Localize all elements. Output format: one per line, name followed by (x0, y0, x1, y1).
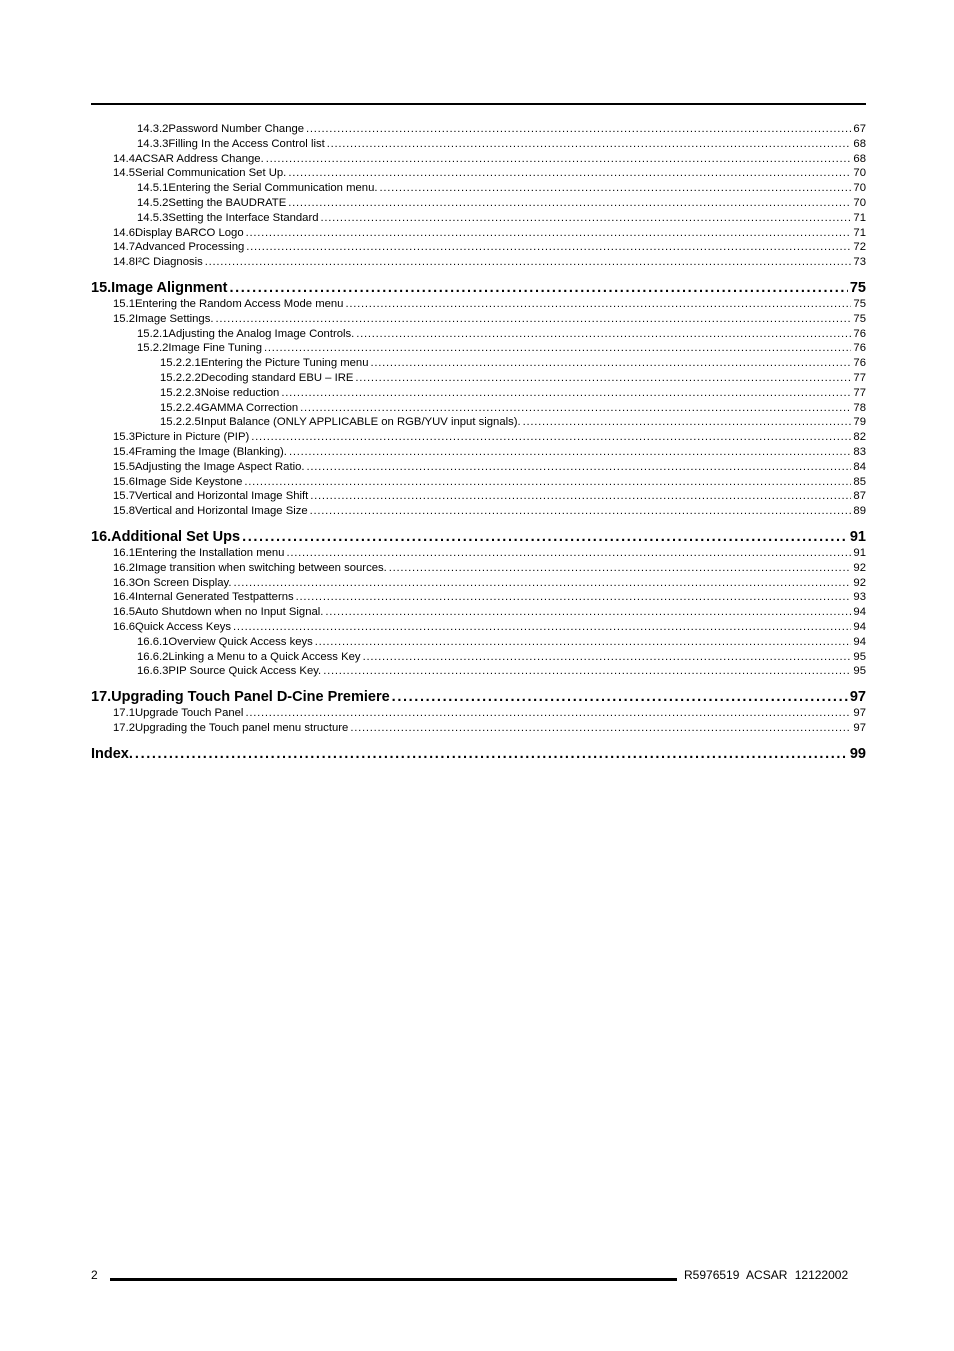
toc-entry[interactable] (91, 181, 866, 196)
toc-dot-leader (288, 196, 851, 211)
toc-entry-title: 16.5Auto Shutdown when no Input Signal. (113, 606, 324, 619)
toc-entry-title: 15.1Entering the Random Access Mode menu (113, 297, 344, 310)
toc-dot-leader (325, 605, 851, 620)
toc-entry[interactable] (91, 415, 866, 430)
footer-document-ref: R5976519 ACSAR 12122002 (684, 1268, 849, 1282)
toc-entry-title: 16.6.3PIP Source Quick Access Key. (137, 665, 322, 678)
toc-dot-leader (288, 166, 851, 181)
toc-entry-page: 87 (853, 490, 866, 503)
toc-entry-title: 17.1Upgrade Touch Panel (113, 707, 244, 720)
toc-entry-title: 16.Additional Set Ups (91, 528, 241, 545)
toc-dot-leader (281, 386, 851, 401)
toc-entry-page: 79 (853, 416, 866, 429)
toc-dot-leader (392, 688, 848, 706)
toc-dot-leader (307, 460, 852, 475)
toc-entry-page: 97 (853, 707, 866, 720)
toc-entry[interactable] (91, 226, 866, 241)
toc-dot-leader (233, 576, 851, 591)
toc-entry[interactable] (91, 504, 866, 519)
toc-entry-title: 14.3.3Filling In the Access Control list (137, 137, 325, 150)
toc-entry[interactable] (91, 430, 866, 445)
toc-entry-title: 15.6Image Side Keystone (113, 475, 243, 488)
toc-entry-title: 16.6.1Overview Quick Access keys (137, 635, 313, 648)
toc-entry-page: 68 (853, 152, 866, 165)
toc-dot-leader (323, 664, 851, 679)
toc-entry-title: 15.2.2.4GAMMA Correction (160, 401, 299, 414)
toc-entry-title: 15.2.2.3Noise reduction (160, 386, 280, 399)
toc-entry-page: 77 (853, 386, 866, 399)
toc-dot-leader (245, 706, 851, 721)
toc-entry[interactable] (91, 122, 866, 137)
toc-entry[interactable] (91, 386, 866, 401)
toc-dot-leader (246, 226, 852, 241)
toc-entry-page: 76 (853, 342, 866, 355)
toc-entry-page: 71 (853, 211, 866, 224)
toc-entry-title: 15.2.2.1Entering the Picture Tuning menu (160, 357, 369, 370)
toc-entry[interactable] (91, 211, 866, 226)
toc-entry[interactable] (91, 721, 866, 736)
toc-entry[interactable] (91, 371, 866, 386)
toc-entry[interactable] (91, 620, 866, 635)
toc-entry-page: 91 (849, 528, 866, 545)
toc-dot-leader (251, 430, 851, 445)
toc-entry-page: 71 (853, 226, 866, 239)
toc-chapter-entry[interactable] (91, 745, 866, 763)
toc-entry-title: Index. (91, 745, 133, 762)
toc-entry-page: 70 (853, 182, 866, 195)
toc-entry-title: 16.6.2Linking a Menu to a Quick Access Key (137, 650, 361, 663)
toc-entry[interactable] (91, 460, 866, 475)
toc-entry[interactable] (91, 650, 866, 665)
toc-entry-title: 14.6Display BARCO Logo (113, 226, 244, 239)
toc-dot-leader (215, 312, 851, 327)
footer-rule (110, 1278, 677, 1281)
toc-dot-leader (306, 122, 851, 137)
toc-entry-title: 15.Image Alignment (91, 279, 228, 296)
toc-dot-leader (371, 356, 852, 371)
toc-dot-leader (296, 590, 852, 605)
toc-entry[interactable] (91, 341, 866, 356)
toc-entry[interactable] (91, 401, 866, 416)
toc-entry-page: 95 (853, 665, 866, 678)
toc-entry-title: 16.4Internal Generated Testpatterns (113, 591, 294, 604)
toc-entry-title: 16.1Entering the Installation menu (113, 546, 285, 559)
toc-entry[interactable] (91, 240, 866, 255)
toc-entry[interactable] (91, 152, 866, 167)
toc-dot-leader (327, 137, 852, 152)
toc-entry-page: 94 (853, 620, 866, 633)
toc-dot-leader (389, 561, 852, 576)
toc-entry-page: 75 (853, 297, 866, 310)
toc-entry[interactable] (91, 445, 866, 460)
toc-entry-page: 89 (853, 505, 866, 518)
toc-entry[interactable] (91, 356, 866, 371)
toc-entry-page: 70 (853, 196, 866, 209)
toc-entry-title: 15.2.2Image Fine Tuning (137, 342, 262, 355)
toc-dot-leader (310, 504, 852, 519)
toc-entry-page: 67 (853, 123, 866, 135)
toc-entry-title: 15.8Vertical and Horizontal Image Size (113, 505, 308, 518)
toc-entry[interactable] (91, 166, 866, 181)
toc-entry-page: 84 (853, 460, 866, 473)
toc-entry[interactable] (91, 664, 866, 679)
toc-entry-title: 14.4ACSAR Address Change. (113, 152, 264, 165)
toc-entry-page: 82 (853, 431, 866, 444)
toc-entry-page: 75 (853, 312, 866, 325)
toc-entry-page: 97 (853, 721, 866, 734)
toc-dot-leader (321, 211, 852, 226)
header-rule (91, 103, 866, 105)
toc-chapter-entry[interactable] (91, 279, 866, 297)
toc-entry-page: 73 (853, 256, 866, 269)
table-of-contents (91, 122, 866, 763)
toc-entry-page: 95 (853, 650, 866, 663)
toc-entry-title: 14.7Advanced Processing (113, 241, 245, 254)
toc-entry[interactable] (91, 590, 866, 605)
toc-dot-leader (242, 528, 848, 546)
toc-dot-leader (244, 475, 851, 490)
toc-entry-page: 94 (853, 635, 866, 648)
toc-dot-leader (345, 297, 851, 312)
toc-entry-page: 70 (853, 167, 866, 180)
toc-entry-page: 72 (853, 241, 866, 254)
toc-entry[interactable] (91, 706, 866, 721)
toc-entry-page: 68 (853, 137, 866, 150)
toc-dot-leader (523, 415, 852, 430)
toc-entry-page: 92 (853, 576, 866, 589)
toc-entry-title: 14.5.2Setting the BAUDRATE (137, 196, 287, 209)
toc-entry-page: 78 (853, 401, 866, 414)
toc-entry[interactable] (91, 297, 866, 312)
toc-entry-title: 15.2.2.2Decoding standard EBU – IRE (160, 371, 354, 384)
toc-dot-leader (135, 745, 848, 763)
toc-entry-title: 15.4Framing the Image (Blanking). (113, 445, 287, 458)
toc-dot-leader (380, 181, 852, 196)
toc-entry[interactable] (91, 546, 866, 561)
toc-entry-title: 17.2Upgrading the Touch panel menu structure (113, 721, 349, 734)
toc-entry-page: 93 (853, 591, 866, 604)
toc-dot-leader (363, 650, 852, 665)
toc-entry-page: 92 (853, 561, 866, 574)
toc-entry-title: 16.6Quick Access Keys (113, 620, 232, 633)
footer-page-number: 2 (91, 1268, 98, 1282)
toc-dot-leader (233, 620, 851, 635)
toc-entry-page: 77 (853, 371, 866, 384)
toc-entry-title: 14.5Serial Communication Set Up. (113, 167, 287, 180)
toc-chapter-entry[interactable] (91, 528, 866, 546)
toc-entry-page: 94 (853, 606, 866, 619)
toc-dot-leader (246, 240, 851, 255)
toc-dot-leader (356, 327, 851, 342)
toc-dot-leader (300, 401, 851, 416)
toc-entry-title: 15.3Picture in Picture (PIP) (113, 431, 250, 444)
toc-entry-title: 15.5Adjusting the Image Aspect Ratio. (113, 460, 305, 473)
toc-dot-leader (310, 489, 851, 504)
toc-entry-title: 14.3.2Password Number Change (137, 123, 305, 135)
toc-entry[interactable] (91, 561, 866, 576)
toc-dot-leader (350, 721, 851, 736)
toc-entry-title: 15.7Vertical and Horizontal Image Shift (113, 490, 309, 503)
toc-entry-page: 75 (849, 279, 866, 296)
toc-entry-page: 76 (853, 327, 866, 340)
toc-entry[interactable] (91, 489, 866, 504)
toc-entry[interactable] (91, 327, 866, 342)
toc-entry-title: 17.Upgrading Touch Panel D-Cine Premiere (91, 689, 390, 706)
toc-dot-leader (286, 546, 851, 561)
toc-dot-leader (229, 279, 847, 297)
toc-dot-leader (289, 445, 851, 460)
toc-entry[interactable] (91, 576, 866, 591)
toc-entry-title: 14.5.1Entering the Serial Communication menu. (137, 182, 378, 195)
toc-dot-leader (315, 635, 852, 650)
toc-dot-leader (266, 152, 852, 167)
toc-entry-page: 91 (853, 546, 866, 559)
toc-entry-title: 16.3On Screen Display. (113, 576, 232, 589)
toc-entry-title: 14.8I²C Diagnosis (113, 256, 203, 269)
toc-entry[interactable] (91, 137, 866, 152)
toc-entry-page: 83 (853, 445, 866, 458)
toc-entry-page: 97 (849, 689, 866, 706)
toc-dot-leader (264, 341, 851, 356)
toc-entry-title: 15.2Image Settings. (113, 312, 214, 325)
toc-entry-title: 15.2.2.5Input Balance (ONLY APPLICABLE on RGB/YUV input signals). (160, 416, 521, 429)
toc-entry-page: 99 (849, 745, 866, 762)
toc-entry-page: 76 (853, 357, 866, 370)
toc-entry[interactable] (91, 605, 866, 620)
toc-entry[interactable] (91, 312, 866, 327)
toc-chapter-entry[interactable] (91, 688, 866, 706)
toc-entry-title: 14.5.3Setting the Interface Standard (137, 211, 319, 224)
toc-entry-title: 16.2Image transition when switching between sources. (113, 561, 387, 574)
toc-entry[interactable] (91, 635, 866, 650)
toc-entry[interactable] (91, 255, 866, 270)
toc-entry[interactable] (91, 475, 866, 490)
toc-entry[interactable] (91, 196, 866, 211)
toc-dot-leader (355, 371, 851, 386)
toc-dot-leader (205, 255, 852, 270)
toc-entry-title: 15.2.1Adjusting the Analog Image Controls. (137, 327, 355, 340)
toc-entry-page: 85 (853, 475, 866, 488)
